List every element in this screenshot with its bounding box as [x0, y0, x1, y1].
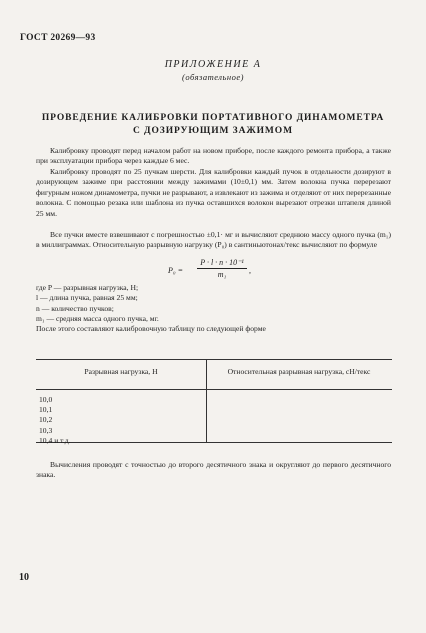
calibration-table [36, 359, 392, 445]
formula-numerator: P · l · n · 10⁻¹ [197, 258, 247, 269]
formula-denominator: m₁ [217, 270, 227, 279]
table-row: 10,2 [39, 415, 53, 425]
table-values [39, 395, 71, 446]
table-intro: После этого составляют калибровочную таблицу по следующей форме [36, 324, 266, 334]
definition-m1: m₁ — средняя масса одного пучка, мг. [36, 313, 159, 323]
definition-l: l — длина пучка, равная 25 мм; [36, 293, 138, 303]
definition-n: n — количество пучков; [36, 303, 114, 313]
page-header: ГОСТ 20269—93 [20, 33, 96, 43]
paragraph-weighing: Все пучки вместе взвешивают с погрешностью ±0,1· мг и вычисляют среднюю массу одного пучка (m₁) в миллиграммах. Относительную разрывную нагрузку (P₀) в сантиньютонах/текс вычисляют по формуле [36, 230, 391, 250]
variable-definitions [36, 283, 266, 334]
appendix-title: ПРИЛОЖЕНИЕ А [164, 59, 262, 70]
table-row: 10,0 [39, 395, 53, 404]
page-number: 10 [19, 572, 29, 583]
paragraph-calibration-intro: Калибровку проводят перед началом работ на новом приборе, после каждого ремонта прибора, а также при эксплуатации прибора через каждые 6 мес. [36, 146, 391, 166]
table-row: 10,4 и т.д. [39, 435, 71, 445]
formula-fraction [197, 258, 247, 279]
paragraph-calibration-procedure: Калибровку проводят по 25 пучкам шерсти. Для калибровки каждый пучок в отдельности дозируют в дозирующем зажиме при расстоянии между зажимами (10±0,1) мм. Затем волокна пучка перерезают фигурным ножом динамометра, пучки не разрывают, а извлекают из зажима и отделяют от них перерезанные волокна. С помощью резака или шаблона из пучка оставшихся волокон вырезают отрезки штапеля длиной 25 мм. [36, 167, 391, 218]
table-header-rule [36, 389, 392, 390]
section-title-line-1: ПРОВЕДЕНИЕ КАЛИБРОВКИ ПОРТАТИВНОГО ДИНАМОМЕТРА [41, 113, 385, 123]
table-row: 10,3 [39, 425, 53, 435]
table-header-relative-load: Относительная разрывная нагрузка, сН/текс [227, 367, 371, 376]
section-title-line-2: С ДОЗИРУЮЩИМ ЗАЖИМОМ [133, 126, 293, 136]
formula-trail: , [249, 266, 251, 275]
definition-p: где P — разрывная нагрузка, Н; [36, 283, 139, 292]
table-bottom-rule [36, 442, 392, 443]
appendix-subtitle: (обязательное) [182, 72, 244, 82]
table-header-load: Разрывная нагрузка, Н [84, 367, 158, 376]
table-row: 10,1 [39, 405, 53, 415]
paragraph-rounding: Вычисления проводят с точностью до второго десятичного знака и округляют до первого десятичного знака. [36, 460, 391, 480]
table-column-divider [206, 359, 207, 442]
formula [168, 258, 278, 284]
table-top-rule [36, 359, 392, 360]
formula-lhs: P₀ = [168, 266, 184, 275]
